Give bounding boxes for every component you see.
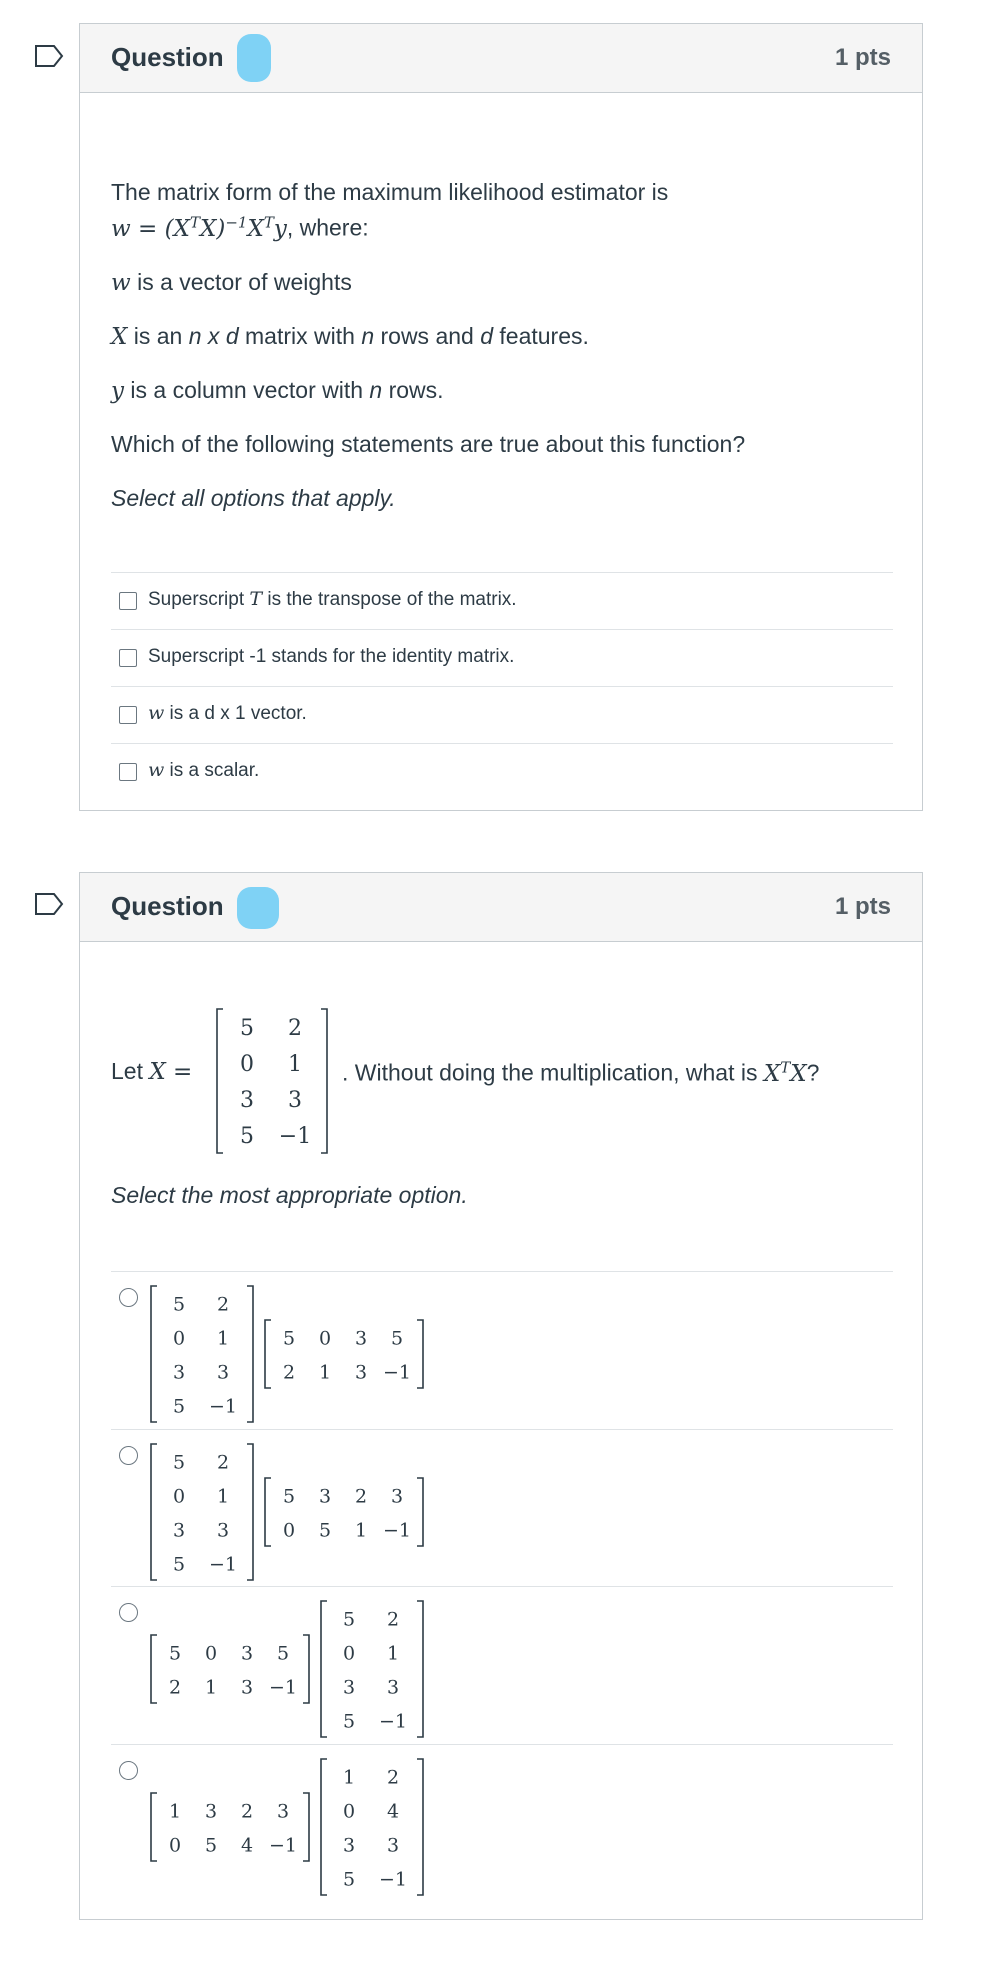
matrix-cell: 2 [386, 1608, 400, 1631]
question-prompt: . Without doing the multiplication, what is $X^TX$? [342, 1058, 820, 1087]
left-bracket [151, 1286, 157, 1422]
question-instruction: Select all options that apply. [111, 485, 396, 511]
matrix-cell: 3 [342, 1676, 356, 1699]
matrix-cell: 2 [216, 1451, 230, 1474]
matrix-cell: 1 [216, 1485, 230, 1508]
matrix-cell: 5 [390, 1327, 404, 1350]
x-description: X is an n x d matrix with n rows and d features. [111, 323, 589, 350]
right-bracket [247, 1286, 253, 1422]
matrix-cell: 1 [386, 1642, 400, 1665]
right-bracket [417, 1320, 423, 1388]
matrix-cell: 5 [342, 1868, 356, 1891]
option-matrix-product [147, 1595, 467, 1743]
matrix [321, 1601, 423, 1737]
right-bracket [247, 1444, 253, 1580]
left-bracket [265, 1320, 271, 1388]
matrix-cell: 1 [216, 1327, 230, 1350]
matrix [321, 1759, 423, 1895]
question-points: 1 pts [834, 44, 891, 71]
right-bracket [417, 1759, 423, 1895]
matrix-cell: 5 [318, 1519, 332, 1542]
matrix-cell: −1 [378, 1868, 408, 1891]
question-instruction: Select the most appropriate option. [111, 1182, 468, 1208]
question-title: Question [111, 891, 224, 921]
matrix-cell: 5 [204, 1834, 218, 1857]
matrix-cell: 2 [216, 1293, 230, 1316]
matrix-cell: 5 [342, 1608, 356, 1631]
matrix-cell: 0 [318, 1327, 332, 1350]
matrix-cell: 1 [168, 1800, 182, 1823]
matrix-cell: −1 [208, 1395, 238, 1418]
matrix-cell: 2 [386, 1766, 400, 1789]
matrix [265, 1478, 423, 1546]
matrix-cell: 5 [282, 1485, 296, 1508]
matrix-cell: 3 [240, 1087, 254, 1113]
matrix-cell: 3 [390, 1485, 404, 1508]
matrix-cell: 0 [240, 1051, 254, 1077]
matrix-cell: 5 [172, 1293, 186, 1316]
matrix-cell: 0 [282, 1519, 296, 1542]
answer-radio[interactable] [119, 1446, 138, 1465]
question-prompt: Which of the following statements are true about this function? [111, 431, 746, 457]
right-bracket [321, 1009, 327, 1153]
let-statement: Let X = [111, 1058, 193, 1085]
matrix-cell: 3 [216, 1519, 230, 1542]
matrix [151, 1286, 253, 1422]
matrix-cell: 5 [282, 1327, 296, 1350]
matrix [265, 1320, 423, 1388]
w-description: w is a vector of weights [111, 269, 352, 296]
matrix-cell: 3 [216, 1361, 230, 1384]
matrix-cell: 0 [342, 1800, 356, 1823]
question-title: Question [111, 42, 224, 72]
left-bracket [217, 1009, 223, 1153]
matrix-cell: 3 [172, 1519, 186, 1542]
question-header [80, 24, 922, 93]
option-matrix-product [147, 1438, 467, 1586]
matrix-cell: 3 [386, 1676, 400, 1699]
question-intro: The matrix form of the maximum likelihood estimator is [111, 179, 669, 205]
answer-option[interactable] [111, 1271, 893, 1429]
left-bracket [321, 1601, 327, 1737]
matrix-cell: 3 [342, 1834, 356, 1857]
matrix-cell: 3 [240, 1676, 254, 1699]
flag-question-icon[interactable] [34, 44, 64, 68]
matrix-cell: −1 [268, 1834, 298, 1857]
answer-label: w is a scalar. [148, 759, 260, 781]
matrix-cell: 5 [172, 1451, 186, 1474]
right-bracket [303, 1635, 309, 1703]
answer-checkbox[interactable] [119, 763, 137, 781]
matrix-cell: 1 [288, 1051, 302, 1077]
right-bracket [417, 1601, 423, 1737]
matrix-cell: −1 [378, 1710, 408, 1733]
question-card-1 [79, 23, 923, 811]
matrix-cell: 1 [318, 1361, 332, 1384]
matrix-x [213, 1006, 333, 1156]
matrix-cell: 3 [288, 1087, 302, 1113]
answer-option[interactable] [111, 572, 893, 629]
matrix-cell: −1 [268, 1676, 298, 1699]
answer-radio[interactable] [119, 1603, 138, 1622]
answer-option[interactable] [111, 629, 893, 686]
answer-option[interactable] [111, 743, 893, 800]
matrix-cell: 0 [168, 1834, 182, 1857]
answer-option[interactable] [111, 1744, 893, 1912]
right-bracket [417, 1478, 423, 1546]
left-bracket [151, 1635, 157, 1703]
matrix-cell: 1 [342, 1766, 356, 1789]
matrix-cell: 3 [354, 1327, 368, 1350]
matrix [151, 1444, 253, 1580]
left-bracket [265, 1478, 271, 1546]
matrix-cell: 2 [354, 1485, 368, 1508]
option-matrix-product [147, 1280, 467, 1428]
answer-checkbox[interactable] [119, 592, 137, 610]
matrix-cell: 5 [172, 1553, 186, 1576]
answer-checkbox[interactable] [119, 706, 137, 724]
answer-option[interactable] [111, 686, 893, 743]
matrix-cell: 4 [386, 1800, 400, 1823]
right-bracket [303, 1793, 309, 1861]
left-bracket [151, 1444, 157, 1580]
flag-question-icon[interactable] [34, 892, 64, 916]
matrix-cell: −1 [382, 1519, 412, 1542]
question-header [80, 873, 922, 942]
matrix-cell: 3 [204, 1800, 218, 1823]
matrix-cell: 3 [354, 1361, 368, 1384]
answer-option[interactable] [111, 1586, 893, 1744]
answer-radio[interactable] [119, 1761, 138, 1780]
option-matrix-product [147, 1753, 467, 1901]
matrix [151, 1635, 309, 1703]
matrix-cell: −1 [382, 1361, 412, 1384]
matrix-cell: 5 [168, 1642, 182, 1665]
redacted-number [237, 34, 271, 82]
matrix-cell: 1 [354, 1519, 368, 1542]
question-points: 1 pts [834, 893, 891, 920]
matrix-cell: −1 [208, 1553, 238, 1576]
matrix-cell: 5 [172, 1395, 186, 1418]
matrix-cell: 5 [276, 1642, 290, 1665]
matrix-cell: −1 [278, 1123, 312, 1149]
formula-line: $w = (X^TX)^{-1}X^Ty$, where: [111, 213, 369, 242]
answer-checkbox[interactable] [119, 649, 137, 667]
matrix-cell: 2 [288, 1015, 302, 1041]
matrix-cell: 3 [318, 1485, 332, 1508]
matrix-cell: 3 [240, 1642, 254, 1665]
matrix [151, 1793, 309, 1861]
left-bracket [151, 1793, 157, 1861]
matrix [217, 1009, 327, 1153]
answer-label: w is a d x 1 vector. [148, 702, 307, 724]
matrix-cell: 5 [240, 1123, 254, 1149]
redacted-number [237, 887, 279, 929]
matrix-cell: 0 [172, 1327, 186, 1350]
answer-radio[interactable] [119, 1288, 138, 1307]
matrix-cell: 2 [240, 1800, 254, 1823]
matrix-cell: 0 [204, 1642, 218, 1665]
y-description: y is a column vector with n rows. [111, 377, 444, 404]
matrix-cell: 0 [172, 1485, 186, 1508]
matrix-cell: 5 [240, 1015, 254, 1041]
matrix-cell: 2 [168, 1676, 182, 1699]
question-card-2 [79, 872, 923, 1920]
left-bracket [321, 1759, 327, 1895]
matrix-cell: 2 [282, 1361, 296, 1384]
answer-label: Superscript -1 stands for the identity matrix. [148, 646, 515, 667]
answer-option[interactable] [111, 1429, 893, 1586]
answer-label: Superscript T is the transpose of the matrix. [148, 588, 517, 610]
matrix-cell: 5 [342, 1710, 356, 1733]
matrix-cell: 4 [240, 1834, 254, 1857]
matrix-cell: 1 [204, 1676, 218, 1699]
matrix-cell: 0 [342, 1642, 356, 1665]
matrix-cell: 3 [386, 1834, 400, 1857]
matrix-cell: 3 [172, 1361, 186, 1384]
matrix-cell: 3 [276, 1800, 290, 1823]
